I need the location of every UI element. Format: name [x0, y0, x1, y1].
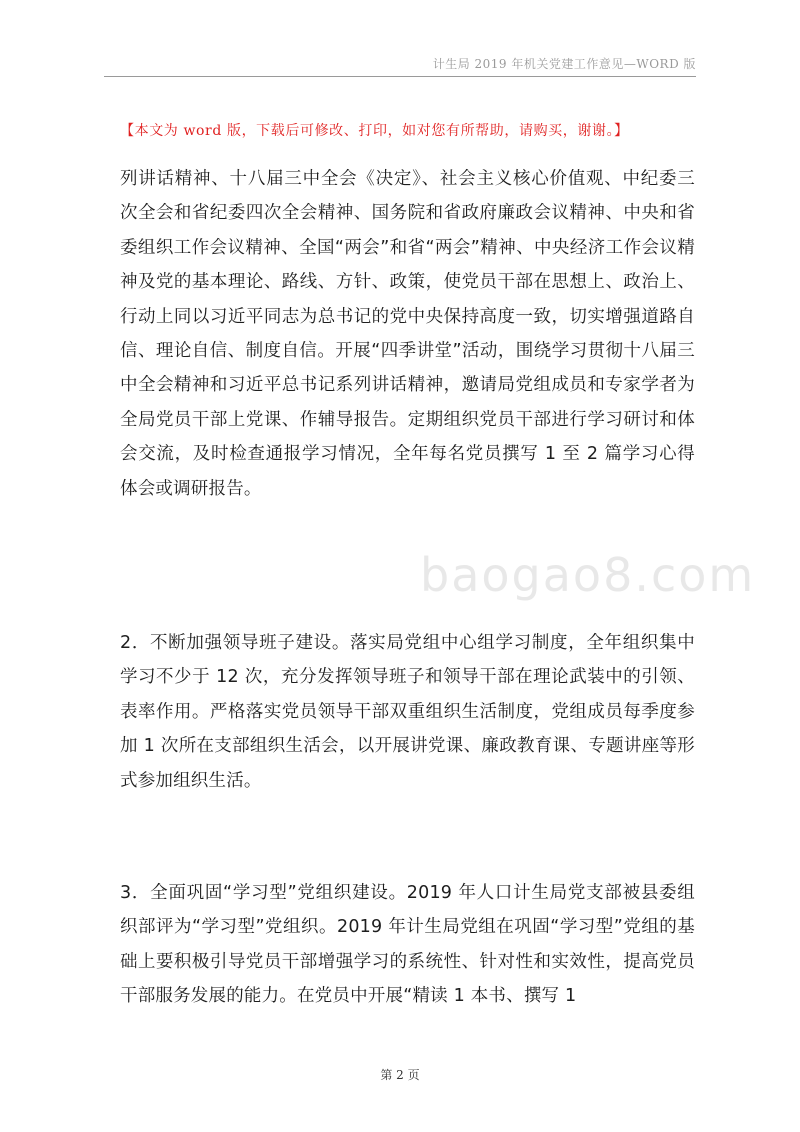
body-paragraph-1: 列讲话精神、十八届三中全会《决定》、社会主义核心价值观、中纪委三次全会和省纪委四次全会精神、国务院和省政府廉政会议精神、中央和省委组织工作会议精神、全国“两会”和省“两会”精神、中央经济工作会议精神及党的基本理论、路线、方针、政策，使党员干部在思想上、政治上、行动上同以习近平同志为总书记的党中央保持高度一致，切实增强道路自信、理论自信、制度自信。开展“四季讲堂”活动，围绕学习贯彻十八届三中全会精神和习近平总书记系列讲话精神，邀请局党组成员和专家学者为全局党员干部上党课、作辅导报告。定期组织党员干部进行学习研讨和体会交流，及时检查通报学习情况，全年每名党员撰写 1 至 2 篇学习心得体会或调研报告。: [120, 169, 695, 499]
body-paragraph-2: 2．不断加强领导班子建设。落实局党组中心组学习制度，全年组织集中学习不少于 12 次，充分发挥领导班子和领导干部在理论武装中的引领、表率作用。严格落实党员领导干部双重组织生活制度，党组成员每季度参加 1 次所在支部组织生活会，以开展讲党课、廉政教育课、专题讲座等形式参加组织生活。: [120, 633, 695, 791]
header-divider: [104, 76, 696, 77]
body-paragraph-3: 3．全面巩固“学习型”党组织建设。2019 年人口计生局党支部被县委组织部评为“学习型”党组织。2019 年计生局党组在巩固“学习型”党组的基础上要积极引导党员干部增强学习的系统性、针对性和实效性，提高党员干部服务发展的能力。在党员中开展“精读 1 本书、撰写 1: [120, 883, 695, 1007]
running-header: 计生局 2019 年机关党建工作意见—WORD 版: [432, 57, 696, 71]
page-number: 第 2 页: [380, 1068, 420, 1082]
watermark-text: baogao8.com: [420, 548, 756, 602]
download-notice: 【本文为 word 版，下载后可修改、打印，如对您有所帮助，请购买，谢谢。】: [120, 123, 629, 139]
